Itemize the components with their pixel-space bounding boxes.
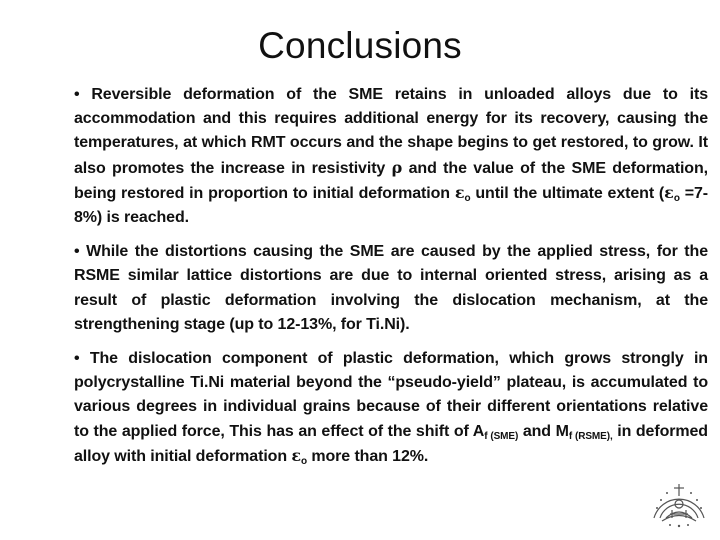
mf-subscript: f (RSME),	[568, 430, 613, 442]
epsilon-symbol: ε	[291, 445, 302, 465]
institution-seal-icon	[648, 474, 710, 536]
paragraph-3-text-a: • The dislocation component of plastic deformation, which grows strongly in polycrystalline Ti.Ni material beyond the “pseudo-yield” plateau, is accumulated to various degrees in individual grains because of their different orientations relative to the applied force, This has an effect of the shift of A	[74, 350, 708, 440]
paragraph-3-text-c: in deformed alloy with initial deformation	[74, 422, 708, 465]
epsilon-symbol: ε	[664, 182, 674, 202]
paragraph-3-text-d: more than 12%.	[307, 447, 429, 465]
epsilon-subscript: o	[301, 455, 308, 467]
paragraph-1-text-a: • Reversible deformation of the SME retains in unloaded alloys due to its accommodation and this requires additional energy for its recovery, causing the temperatures, at which RMT occurs and the shape begins to get restored, to grow. It also promotes the increase in resistivity	[74, 86, 708, 177]
conclusion-paragraph-3	[74, 347, 708, 469]
conclusion-paragraph-2: • While the distortions causing the SME are caused by the applied stress, for the RSME similar lattice distortions are due to internal oriented stress, arising as a result of plastic deformation involving the dislocation mechanism, at the strengthening stage (up to 12-13%, for Ti.Ni).	[74, 243, 708, 333]
rho-symbol: ρ	[391, 157, 403, 177]
slide-body	[74, 83, 708, 479]
paragraph-3-text-b: and M	[518, 422, 569, 440]
epsilon-subscript: o	[673, 192, 680, 204]
conclusion-paragraph-1	[74, 83, 708, 230]
epsilon-symbol: ε	[454, 182, 465, 202]
epsilon-subscript: o	[464, 192, 471, 204]
paragraph-1-text-b: and the value of the SME deformation, being restored in proportion to initial deformation	[74, 159, 708, 202]
paragraph-1-text-d: =7-8%) is reached.	[74, 184, 708, 227]
slide-title: Conclusions	[258, 25, 462, 66]
paragraph-1-text-c: until the ultimate extent (	[470, 184, 665, 202]
af-subscript: f (SME)	[484, 430, 519, 442]
